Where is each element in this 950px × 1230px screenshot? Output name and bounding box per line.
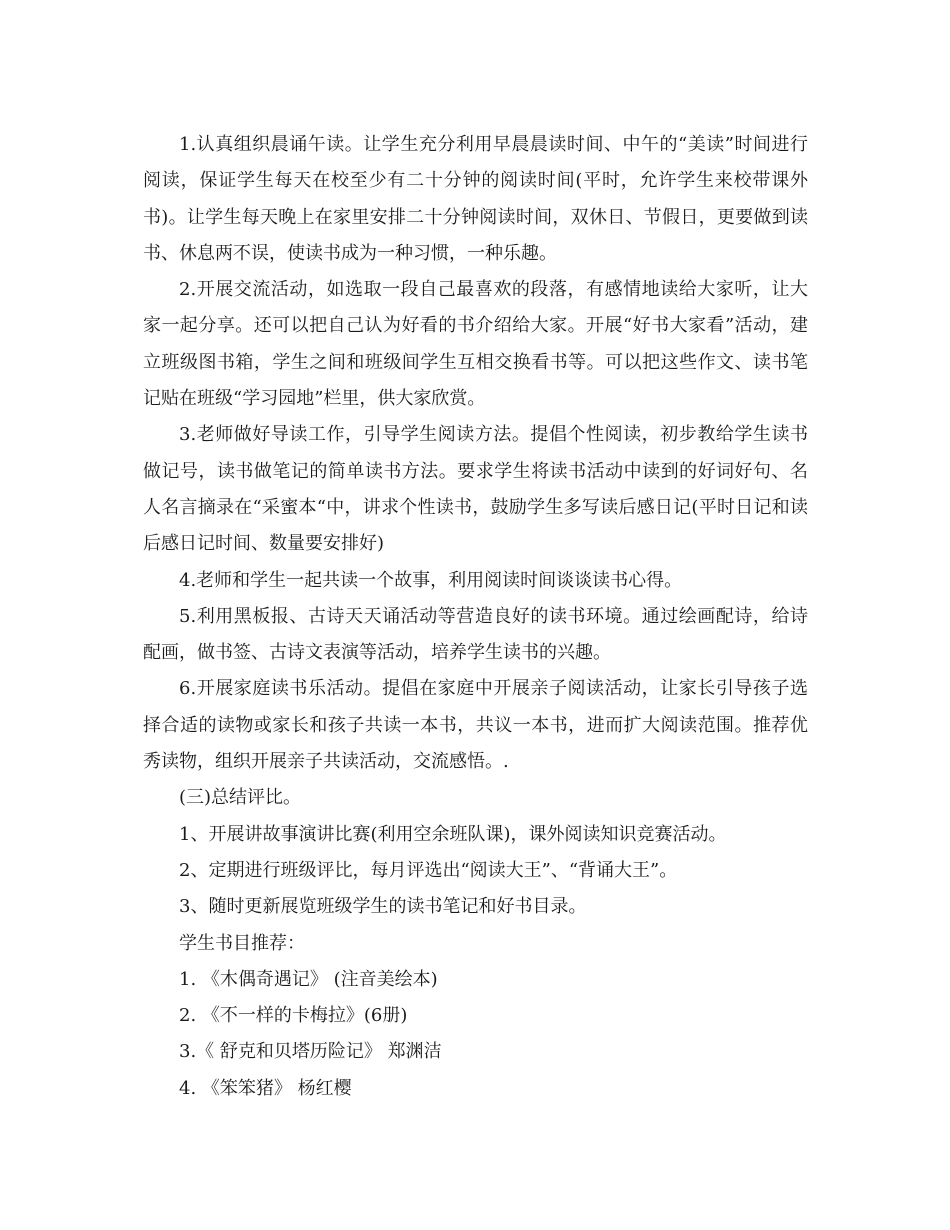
book-list-item: 1. 《木偶奇遇记》 (注音美绘本) [179,968,438,990]
paragraph-sharing-activity: 2.开展交流活动，如选取一段自己最喜欢的段落，有感情地读给大家听，让大家一起分享。还可以把自己认为好看的书介绍给大家。开展“好书大家看”活动，建立班级图书箱，学生之间和班级间学生互相交换看书等。可以把这些作文、读书笔记贴在班级“学习园地”栏里，供大家欣赏。 [143,279,808,410]
evaluation-item: 2、定期进行班级评比，每月评选出“阅读大王”、“背诵大王”。 [179,859,678,881]
book-list-heading: 学生书目推荐： [179,932,305,954]
evaluation-item: 3、随时更新展览班级学生的读书笔记和好书目录。 [179,896,587,918]
paragraph-reading-schedule: 1.认真组织晨诵午读。让学生充分利用早晨晨读时间、中午的“美读”时间进行阅读，保证学生每天在校至少有二十分钟的阅读时间(平时，允许学生来校带课外书)。让学生每天晚上在家里安排二十分钟阅读时间，双休日、节假日，更要做到读书、休息两不误，使读书成为一种习惯，一种乐趣。 [143,134,808,264]
document-body [143,127,808,1107]
paragraph-shared-story: 4.老师和学生一起共读一个故事，利用阅读时间谈谈读书心得。 [179,569,683,591]
book-list-item: 3.《 舒克和贝塔历险记》 郑渊洁 [179,1041,442,1063]
paragraph-reading-environment: 5.利用黑板报、古诗天天诵活动等营造良好的读书环境。通过绘画配诗，给诗配画，做书签、古诗文表演等活动，培养学生读书的兴趣。 [143,605,808,664]
paragraph-guided-reading: 3.老师做好导读工作，引导学生阅读方法。提倡个性阅读，初步教给学生读书做记号，读书做笔记的简单读书方法。要求学生将读书活动中读到的好词好句、名人名言摘录在“采蜜本“中，讲求个性读书，鼓励学生多写读后感日记(平时日记和读后感日记时间、数量要安排好) [143,424,808,555]
book-list-item: 2. 《不一样的卡梅拉》(6册) [179,1005,408,1027]
section-heading: (三)总结评比。 [179,787,302,809]
evaluation-item: 1、开展讲故事演讲比赛(利用空余班队课)，课外阅读知识竞赛活动。 [179,823,727,845]
paragraph-family-reading: 6.开展家庭读书乐活动。提倡在家庭中开展亲子阅读活动，让家长引导孩子选择合适的读物或家长和孩子共读一本书，共议一本书，进而扩大阅读范围。推荐优秀读物，组织开展亲子共读活动，交流感悟。. [143,678,808,773]
book-list-item: 4. 《笨笨猪》 杨红樱 [179,1077,352,1099]
